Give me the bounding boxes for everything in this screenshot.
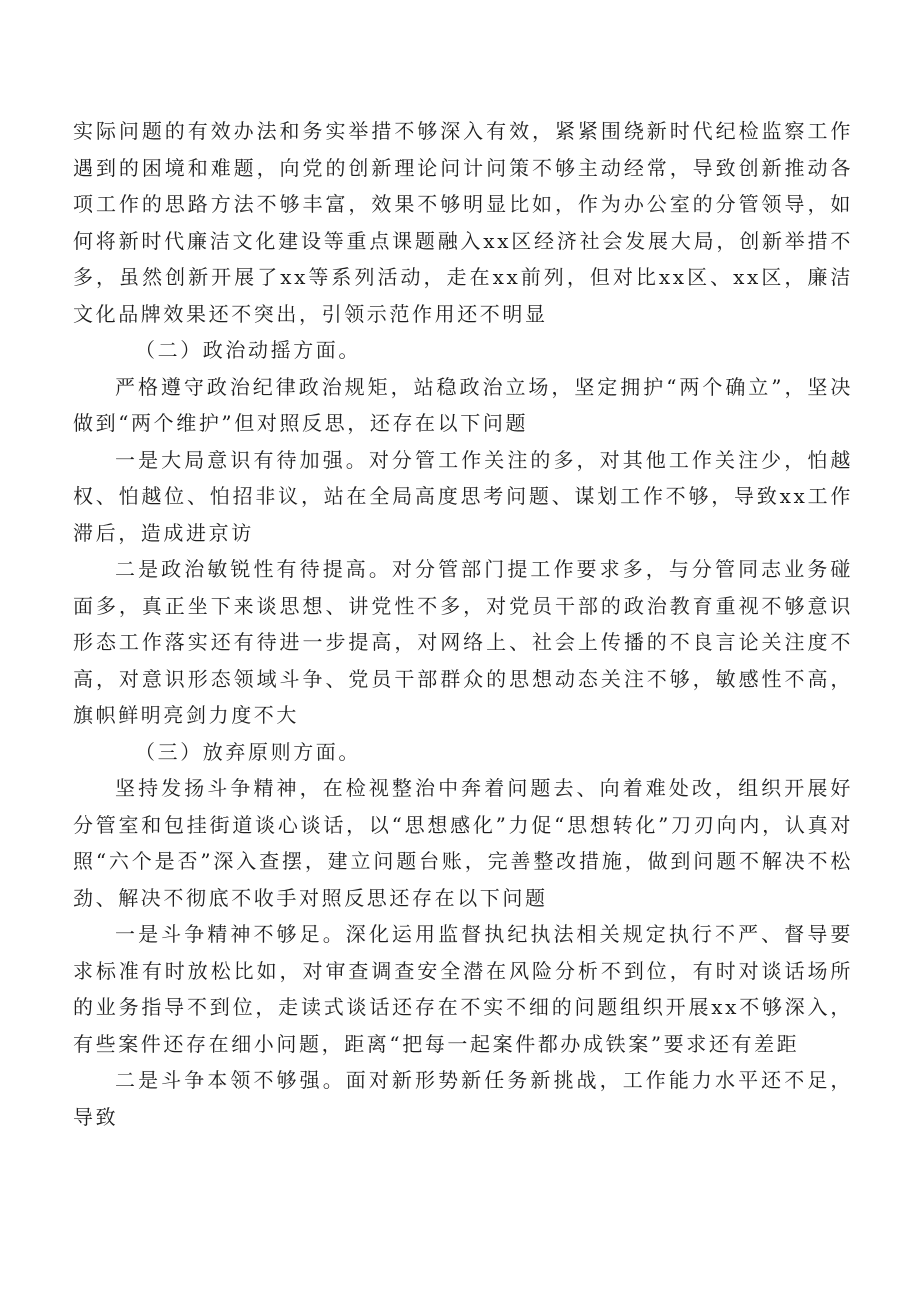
paragraph: 二是政治敏锐性有待提高。对分管部门提工作要求多，与分管同志业务碰面多，真正坐下来谈思想、讲党性不多，对党员干部的政治教育重视不够意识形态工作落实还有待进一步提高，对网络上、社会上传播的不良言论关注度不高，对意识形态领域斗争、党员干部群众的思想动态关注不够，敏感性不高，旗帜鲜明亮剑力度不大 (73, 557, 853, 727)
paragraph: 严格遵守政治纪律政治规矩，站稳政治立场，坚定拥护“两个确立”，坚决做到“两个维护”但对照反思，还存在以下问题 (73, 374, 853, 435)
paragraph-continuation: 实际问题的有效办法和务实举措不够深入有效，紧紧围绕新时代纪检监察工作遇到的困境和难题，向党的创新理论问计问策不够主动经常，导致创新推动各项工作的思路方法不够丰富，效果不够明显比如，作为办公室的分管领导，如何将新时代廉洁文化建设等重点课题融入xx区经济社会发展大局，创新举措不多，虽然创新开展了xx等系列活动，走在xx前列，但对比xx区、xx区，廉洁文化品牌效果还不突出，引领示范作用还不明显 (73, 119, 853, 326)
paragraph: 二是斗争本领不够强。面对新形势新任务新挑战，工作能力水平还不足，导致 (73, 1068, 853, 1129)
paragraph: 坚持发扬斗争精神，在检视整治中奔着问题去、向着难处改，组织开展好分管室和包挂街道谈心谈话，以“思想感化”力促“思想转化”刀刃向内，认真对照“六个是否”深入查摆，建立问题台账，完善整改措施，做到问题不解决不松劲、解决不彻底不收手对照反思还存在以下问题 (73, 776, 853, 910)
document-body (73, 113, 853, 1135)
section-heading-2: （二）政治动摇方面。 (135, 338, 361, 362)
paragraph: 一是大局意识有待加强。对分管工作关注的多，对其他工作关注少，怕越权、怕越位、怕招非议，站在全局高度思考问题、谋划工作不够，导致xx工作滞后，造成进京访 (73, 447, 853, 545)
section-heading-3: （三）放弃原则方面。 (135, 739, 361, 764)
paragraph: 一是斗争精神不够足。深化运用监督执纪执法相关规定执行不严、督导要求标准有时放松比如，对审查调查安全潜在风险分析不到位，有时对谈话场所的业务指导不到位，走读式谈话还存在不实不细的问题组织开展xx不够深入，有些案件还存在细小问题，距离“把每一起案件都办成铁案”要求还有差距 (73, 922, 853, 1056)
